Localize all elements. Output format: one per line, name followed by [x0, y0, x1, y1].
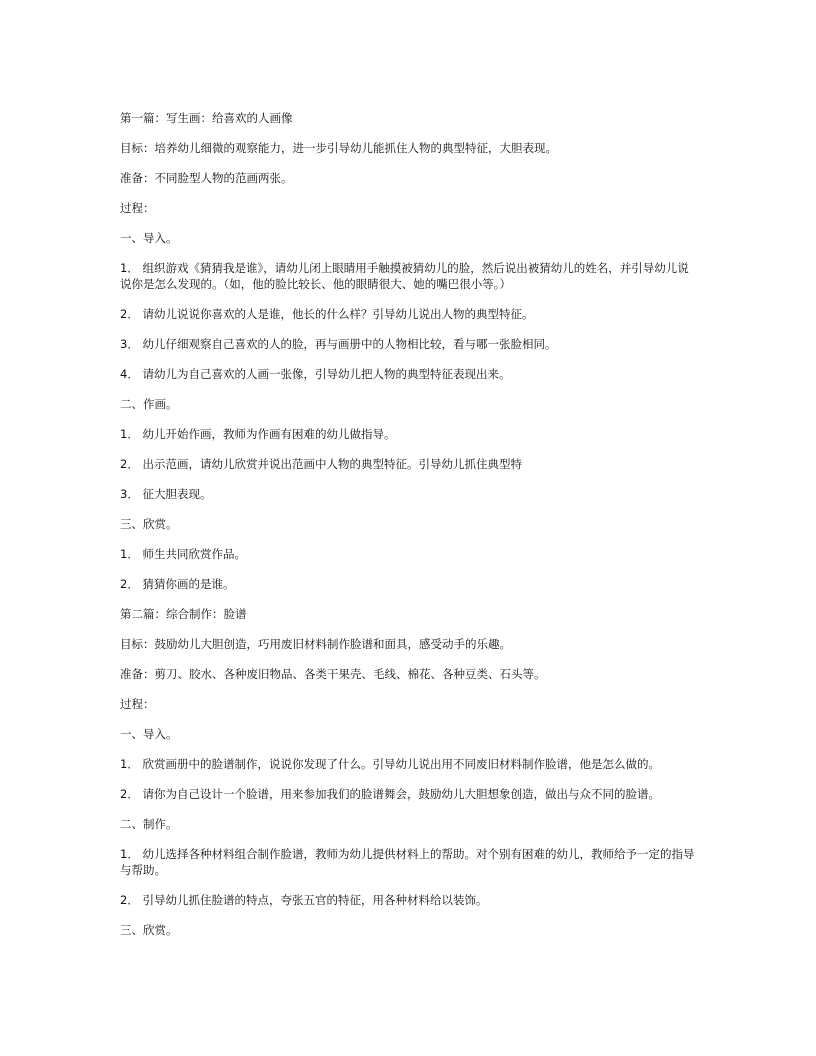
preparation-paragraph-1: 准备：不同脸型人物的范画两张。	[120, 171, 293, 185]
goal-paragraph-2: 目标：鼓励幼儿大胆创造，巧用废旧材料制作脸谱和面具，感受动手的乐趣。	[120, 637, 511, 651]
list-item: 2． 出示范画，请幼儿欣赏并说出范画中人物的典型特征。引导幼儿抓住典型特	[120, 457, 522, 471]
goal-paragraph-1: 目标：培养幼儿细微的观察能力，进一步引导幼儿能抓住人物的典型特征，大胆表现。	[120, 141, 557, 155]
document-page	[120, 110, 700, 952]
step-heading-appreciation-1: 三、欣赏。	[120, 517, 178, 531]
list-item: 1． 幼儿开始作画，教师为作画有困难的幼儿做指导。	[120, 427, 396, 441]
list-item: 1． 欣赏画册中的脸谱制作，说说你发现了什么。引导幼儿说出用不同废旧材料制作脸谱，他是怎么做的。	[120, 757, 660, 771]
list-item: 1． 师生共同欣赏作品。	[120, 547, 246, 561]
list-item: 2． 请幼儿说说你喜欢的人是谁，他长的什么样？引导幼儿说出人物的典型特征。	[120, 307, 534, 321]
preparation-paragraph-2: 准备：剪刀、胶水、各种废旧物品、各类干果壳、毛线、棉花、各种豆类、石头等。	[120, 667, 546, 681]
step-heading-intro-2: 一、导入。	[120, 727, 178, 741]
step-heading-intro-1: 一、导入。	[120, 231, 178, 245]
step-heading-making: 二、制作。	[120, 817, 178, 831]
process-heading-2: 过程：	[120, 697, 155, 711]
list-item: 3． 征大胆表现。	[120, 487, 212, 501]
process-heading-1: 过程：	[120, 201, 155, 215]
step-heading-drawing: 二、作画。	[120, 397, 178, 411]
list-item: 4． 请幼儿为自己喜欢的人画一张像，引导幼儿把人物的典型特征表现出来。	[120, 367, 511, 381]
section-title-1: 第一篇：写生画：给喜欢的人画像	[120, 111, 293, 125]
step-heading-appreciation-2: 三、欣赏。	[120, 923, 178, 937]
list-item: 1． 组织游戏《猜猜我是谁》，请幼儿闭上眼睛用手触摸被猜幼儿的脸，然后说出被猜幼儿的姓名，并引导幼儿说说你是怎么发现的。（如，他的脸比较长、他的眼睛很大、她的嘴巴很小等。）	[120, 261, 689, 291]
list-item: 2． 请你为自己设计一个脸谱，用来参加我们的脸谱舞会，鼓励幼儿大胆想象创造，做出与众不同的脸谱。	[120, 787, 660, 801]
list-item: 1． 幼儿选择各种材料组合制作脸谱，教师为幼儿提供材料上的帮助。对个别有困难的幼儿，教师给予一定的指导与帮助。	[120, 847, 695, 877]
list-item: 3． 幼儿仔细观察自己喜欢的人的脸，再与画册中的人物相比较，看与哪一张脸相同。	[120, 337, 557, 351]
section-title-2: 第二篇：综合制作：脸谱	[120, 607, 247, 621]
list-item: 2． 猜猜你画的是谁。	[120, 577, 235, 591]
list-item: 2． 引导幼儿抓住脸谱的特点，夸张五官的特征，用各种材料给以装饰。	[120, 893, 488, 907]
